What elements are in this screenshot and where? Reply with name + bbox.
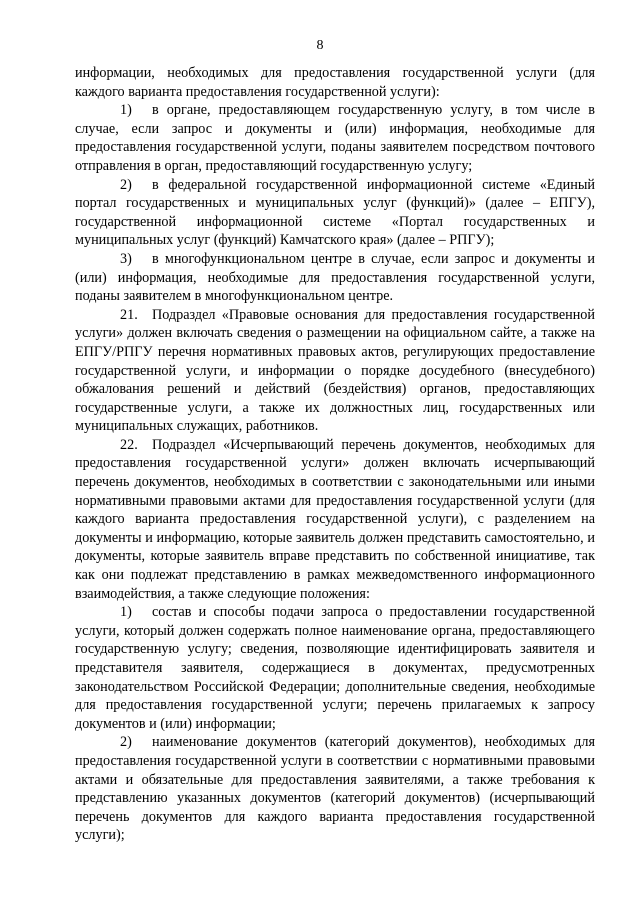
item-text: наименование документов (категорий документов), необходимых для предоставления государственной услуги в соответствии с нормативными правовыми актами и обязательные для предоставления заявителями, а также требования к представлению указанных документов (категорий документов) (исчерпывающий перечень документов для каждого варианта предоставления государственной услуги); (75, 734, 595, 844)
clause-number: 21. (120, 306, 138, 323)
clause-22 (75, 436, 595, 603)
document-body (75, 64, 595, 845)
paragraph-continuation: информации, необходимых для предоставления государственной услуги (для каждого варианта предоставления государственной услуги): (75, 65, 595, 100)
item-number: 1) (120, 604, 132, 621)
item-number: 3) (120, 250, 132, 267)
list-item-1-request (75, 603, 595, 733)
item-text: в многофункциональном центре в случае, если запрос и документы и (или) информация, необходимые для предоставления государственной услуги, поданы заявителем в многофункциональном центре. (75, 250, 595, 305)
item-text: состав и способы подачи запроса о предоставлении государственной услуги, который должен содержать полное наименование органа, предоставляющего государственную услугу; сведения, позволяющие идентифицировать заявителя и представителя заявителя, содержащиеся в документах, предусмотренных законодательством Российской Федерации; дополнительные сведения, необходимые для предоставления государственной услуги; перечень прилагаемых к запросу документов и (или) информации; (75, 604, 595, 732)
clause-text: Подраздел «Правовые основания для предоставления государственной услуги» должен включать сведения о размещении на официальном сайте, а также на ЕПГУ/РПГУ перечня нормативных правовых актов, регулирующих предоставление государственной услуги, и информации о порядке досудебного (внесудебного) обжалования решений и действий (бездействия) органов, предоставляющих государственные услуги, а также их должностных лиц, государственных или муниципальных служащих, работников. (75, 306, 595, 435)
list-item-3-mfc (75, 250, 595, 306)
page-number: 8 (316, 38, 324, 53)
item-number: 2) (120, 734, 132, 751)
item-text: в федеральной государственной информационной системе «Единый портал государственных и муниципальных услуг (функций)» (далее – ЕПГУ), государственной информационной системе «Портал государственных и муниципальных услуг (функций) Камчатского края» (далее – РПГУ); (75, 176, 595, 249)
clause-21 (75, 306, 595, 436)
clause-number: 22. (120, 436, 138, 453)
item-text: в органе, предоставляющем государственную услугу, в том числе в случае, если запрос и документы и (или) информация, необходимые для предоставления государственной услуги, поданы заявителем посредством почтового отправления в орган, предоставляющий государственную услугу; (75, 102, 595, 174)
list-item-1-organ (75, 101, 595, 175)
clause-text: Подраздел «Исчерпывающий перечень документов, необходимых для предоставления государственной услуги» должен включать исчерпывающий перечень документов, необходимых в соответствии с законодательными или иными нормативными правовыми актами для предоставления государственной услуги (для каждого варианта предоставления государственной услуги), с разделением на документы и информацию, которые заявитель должен представить самостоятельно, и документы, которые заявитель вправе представить по собственной инициативе, так как они подлежат представлению в рамках межведомственного информационного взаимодействия, а также следующие положения: (75, 436, 595, 602)
item-number: 1) (120, 102, 132, 119)
list-item-2-epgu (75, 176, 595, 250)
list-item-2-documents (75, 733, 595, 845)
item-number: 2) (120, 176, 132, 193)
